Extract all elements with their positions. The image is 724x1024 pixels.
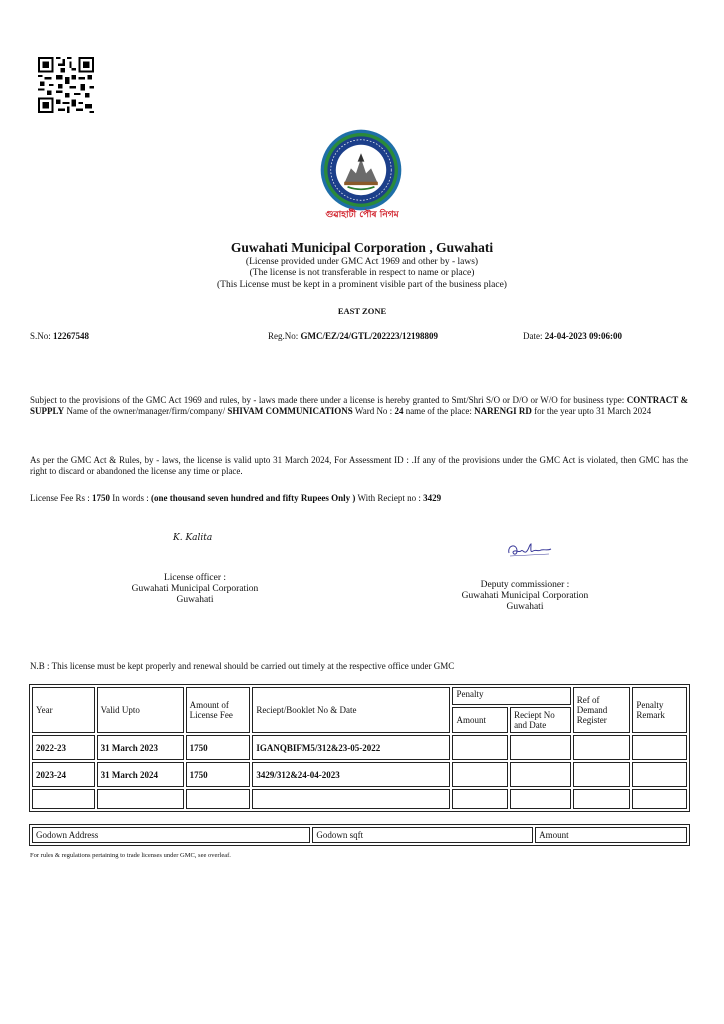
deputy-signature [505, 539, 553, 561]
header-penalty: Penalty [452, 687, 570, 705]
serial-number: S.No: 12267548 [30, 331, 90, 341]
row-valid-upto: 31 March 2023 [97, 735, 184, 760]
deputy-commissioner-block [440, 580, 610, 613]
gmc-seal-logo [319, 128, 403, 212]
license-officer-block [110, 573, 280, 606]
row-fee: 1750 [186, 762, 251, 787]
grant-paragraph: Subject to the provisions of the GMC Act 1969 and rules, by - laws made there under a license is hereby granted to Smt/Shri S/O or D/O or W/O for business type: CONTRACT & SUPPLY Name of the owner/manager/firm/company/ SHIVAM COMMUNICATIONS Ward No : 24 name of the place: NARENGI RD for the year upto 31 March 2024 [30, 395, 689, 416]
assamese-name: গুৱাহাটী পৌৰ নিগম [325, 210, 399, 220]
subtitle-display: (This License must be kept in a prominent visible part of the business place) [217, 280, 507, 290]
deputy-city: Guwahati [506, 602, 544, 612]
table-row [32, 762, 687, 787]
godown-address: Godown Address [32, 827, 310, 843]
row-year: 2023-24 [32, 762, 95, 787]
zone-label: EAST ZONE [337, 306, 387, 316]
header-ref-demand: Ref of Demand Register [573, 687, 631, 733]
table-row-empty [32, 789, 687, 809]
godown-sqft: Godown sqft [312, 827, 533, 843]
footer-note: For rules & regulations pertaining to trade licenses under GMC, see overleaf. [30, 852, 231, 859]
godown-amount: Amount [535, 827, 687, 843]
row-valid-upto: 31 March 2024 [97, 762, 184, 787]
row-year: 2022-23 [32, 735, 95, 760]
header-license-fee: Amount of License Fee [186, 687, 251, 733]
corporation-title: Guwahati Municipal Corporation , Guwahati [230, 240, 494, 255]
header-valid-upto: Valid Upto [97, 687, 184, 733]
row-receipt: IGANQBIFM5/312&23-05-2022 [252, 735, 450, 760]
subtitle-transfer: (The license is not transferable in respect to name or place) [249, 268, 475, 278]
godown-table [29, 824, 690, 846]
officer-title: License officer : [163, 573, 227, 583]
subtitle-act: (License provided under GMC Act 1969 and other by - laws) [245, 257, 479, 267]
header-penalty-amount: Amount [452, 707, 508, 733]
officer-signature: K. Kalita [173, 533, 213, 543]
fee-paragraph: License Fee Rs : 1750 In words : (one thousand seven hundred and fifty Rupees Only ) With Reciept no : 3429 [30, 493, 442, 503]
renewal-note: N.B : This license must be kept properly and renewal should be carried out timely at the respective office under GMC [30, 661, 455, 671]
qr-code [38, 57, 94, 113]
officer-org: Guwahati Municipal Corporation [131, 584, 259, 594]
renewal-table [29, 684, 690, 812]
validity-paragraph: As per the GMC Act & Rules, by - laws, the license is valid upto 31 March 2024, For Assessment ID : .If any of the provisions under the GMC Act is violated, then GMC has the right to discard or abandoned the license any time or place. [30, 455, 688, 476]
row-receipt: 3429/312&24-04-2023 [252, 762, 450, 787]
officer-city: Guwahati [176, 595, 214, 605]
issue-date: Date: 24-04-2023 09:06:00 [523, 331, 622, 341]
header-penalty-receipt: Reciept No and Date [510, 707, 571, 733]
header-penalty-remark: Penalty Remark [632, 687, 687, 733]
table-row [32, 735, 687, 760]
registration-number: Reg.No: GMC/EZ/24/GTL/202223/12198809 [268, 331, 439, 341]
row-fee: 1750 [186, 735, 251, 760]
deputy-org: Guwahati Municipal Corporation [461, 591, 589, 601]
deputy-title: Deputy commissioner : [480, 580, 570, 590]
header-year: Year [32, 687, 95, 733]
header-receipt: Reciept/Booklet No & Date [252, 687, 450, 733]
